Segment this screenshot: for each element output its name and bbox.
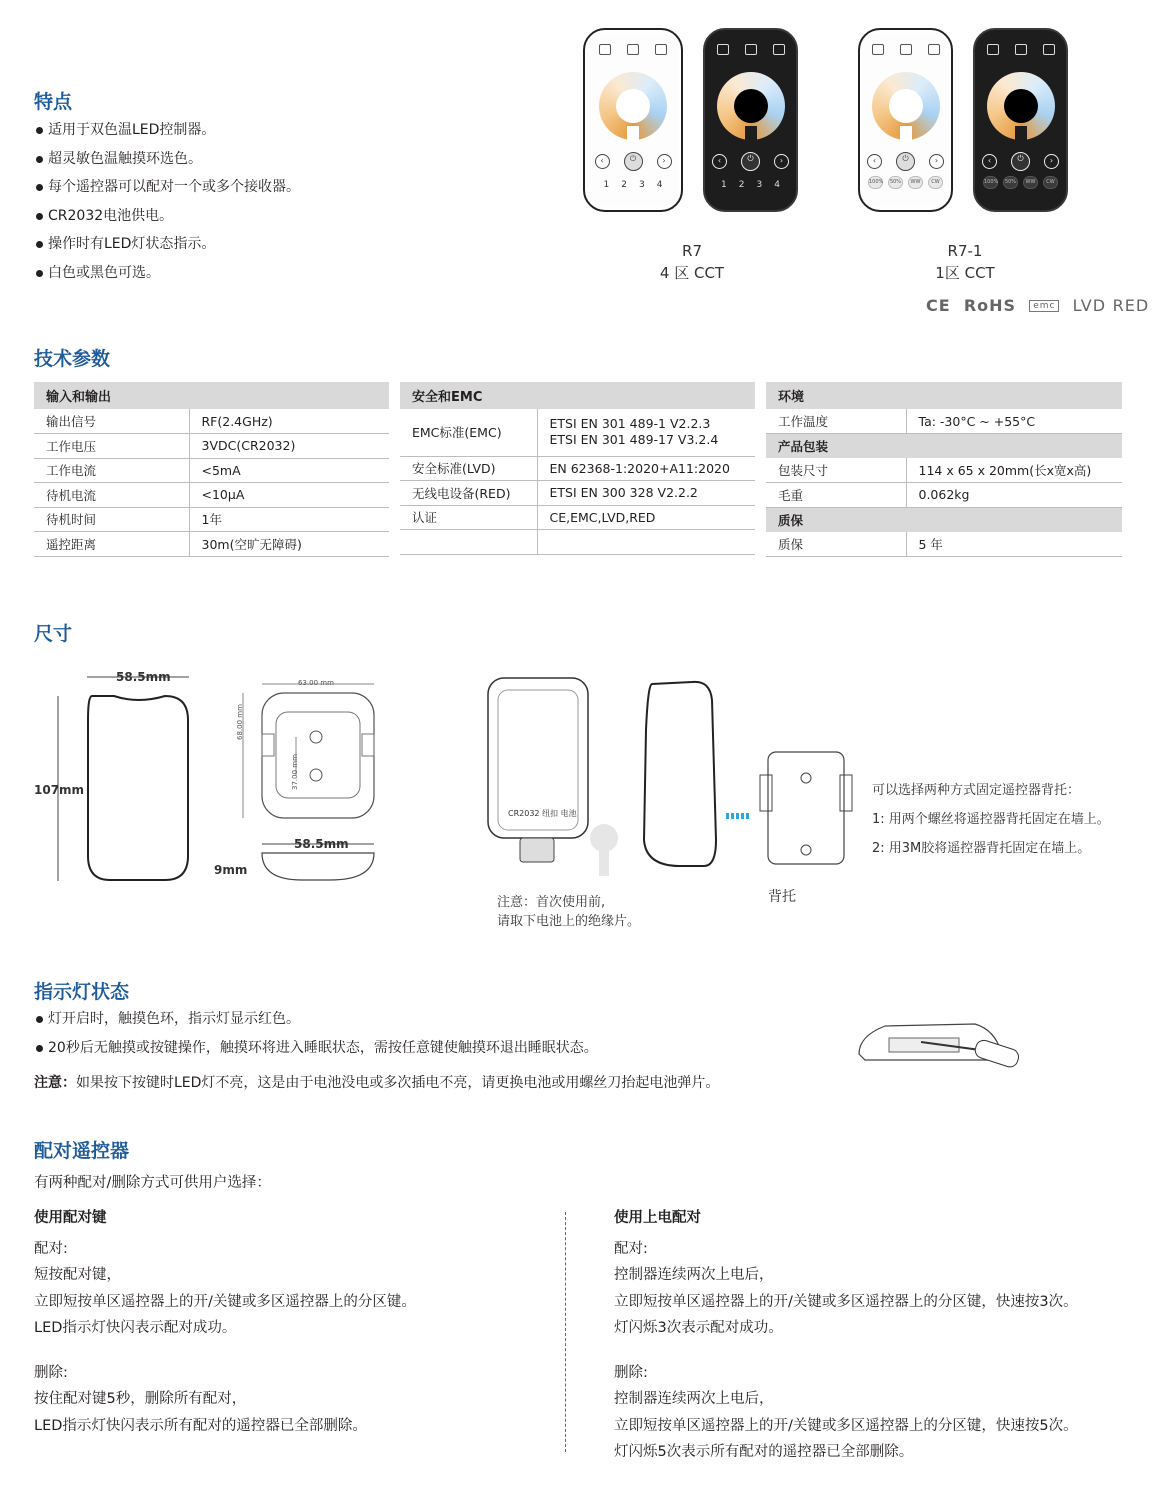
table-row: 质保 5 年 (766, 532, 1122, 557)
dimension-drawing (30, 660, 390, 900)
table-row: 无线电设备(RED) ETSI EN 300 328 V2.2.2 (400, 481, 755, 506)
height-label: 107mm (34, 783, 85, 797)
env-table (766, 382, 1122, 557)
list-item: 操作时有LED灯状态指示。 (34, 230, 300, 259)
r7-black-remote-image: ‹ ⏻ › 1 2 3 4 (703, 28, 798, 212)
table-row: 工作温度 Ta: -30°C ~ +55°C (766, 409, 1122, 434)
battery-label: CR2032 纽扣 电池 (508, 809, 577, 818)
indicator-note (34, 1072, 719, 1092)
table-row: 工作电流 <5mA (34, 458, 389, 483)
bottom-width-label: 58.5mm (294, 837, 349, 851)
list-item: 灯开启时，触摸色环，指示灯显示红色。 (34, 1005, 598, 1034)
screwdriver-illustration (855, 1016, 1025, 1076)
note-text: 如果按下按键时LED灯不亮，这是由于电池没电或多次插电不亮，请更换电池或用螺丝刀抬起电池弹片。 (76, 1075, 720, 1091)
list-item: CR2032电池供电。 (34, 202, 300, 231)
table-row: 输出信号 RF(2.4GHz) (34, 409, 389, 434)
table-row: EMC标准(EMC) ETSI EN 301 489-1 V2.2.3 ETSI EN 301 489-17 V3.2.4 (400, 409, 755, 456)
r71-model: R7-1 (947, 242, 983, 260)
safety-title: 安全和EMC (400, 382, 755, 409)
battery-bracket-illustration (480, 670, 870, 880)
table-row: 认证 CE,EMC,LVD,RED (400, 505, 755, 530)
back-height-label: 68.00 mm (236, 704, 244, 740)
note-label: 注意： (34, 1075, 76, 1091)
table-row: 毛重 0.062kg (766, 483, 1122, 508)
features-heading: 特点 (34, 91, 73, 113)
mount-instructions: 可以选择两种方式固定遥控器背托： 1: 用两个螺丝将遥控器背托固定在墙上。 2: 用3M胶将遥控器背托固定在墙上。 (872, 783, 1110, 856)
red-logo: RED (1112, 296, 1150, 315)
cert-logos (926, 296, 1149, 315)
pack-title: 产品包装 (766, 434, 1122, 459)
table-row: 待机时间 1年 (34, 507, 389, 532)
warranty-title: 质保 (766, 507, 1122, 532)
r7-model: R7 (682, 242, 702, 260)
indicator-heading: 指示灯状态 (34, 981, 130, 1003)
list-item: 超灵敏色温触摸环选色。 (34, 145, 300, 174)
features-list (34, 116, 300, 287)
rohs-logo: RoHS (963, 296, 1017, 315)
table-row: 安全标准(LVD) EN 62368-1:2020+A11:2020 (400, 456, 755, 481)
back-width-label: 63.00 mm (298, 679, 334, 687)
r7-white-remote-image: ‹ ⏻ › 1 2 3 4 (583, 28, 683, 212)
table-row: 遥控距离 30m(空旷无障碍) (34, 532, 389, 557)
emc-logo: emc (1029, 300, 1059, 312)
pairing-left-del-label: 删除: (34, 1364, 68, 1381)
r71-white-remote-image: ‹ ⏻ › 100% 50% WW CW (858, 28, 953, 212)
r7-zone: 4 区 CCT (659, 264, 725, 282)
pairing-right-del-label: 删除: (614, 1364, 648, 1381)
io-title: 输入和输出 (34, 382, 389, 409)
column-divider (565, 1212, 566, 1452)
width-label: 58.5mm (116, 670, 171, 684)
pairing-heading: 配对遥控器 (34, 1140, 130, 1162)
table-row (400, 530, 755, 555)
pairing-intro: 有两种配对/删除方式可供用户选择： (34, 1175, 271, 1191)
list-item: 白色或黑色可选。 (34, 259, 300, 288)
list-item: 适用于双色温LED控制器。 (34, 116, 300, 145)
screw-pitch-label: 37.00 mm (291, 754, 299, 790)
indicator-list (34, 1005, 598, 1062)
r71-caption (905, 240, 1025, 284)
pairing-right-pair-label: 配对: (614, 1240, 648, 1257)
specs-heading: 技术参数 (34, 348, 111, 370)
thickness-label: 9mm (214, 863, 248, 877)
lvd-logo: LVD (1072, 296, 1107, 315)
r71-black-remote-image: ‹ ⏻ › 100% 50% WW CW (973, 28, 1068, 212)
pairing-right-title: 使用上电配对 (614, 1210, 701, 1226)
pairing-left: 使用配对键 配对: 短按配对键， 立即短按单区遥控器上的开/关键或多区遥控器上的分区键。 LED指示灯快闪表示配对成功。 删除: 按住配对键5秒，删除所有配对， LED指示灯快闪表示所有配对的遥控器已全部删除。 (34, 1205, 554, 1439)
dimensions-heading: 尺寸 (34, 623, 73, 645)
r7-caption (632, 240, 752, 284)
table-row: 待机电流 <10μA (34, 483, 389, 508)
list-item: 每个遥控器可以配对一个或多个接收器。 (34, 173, 300, 202)
battery-note: 注意：首次使用前, 请取下电池上的绝缘片。 (497, 895, 641, 929)
r71-zone: 1区 CCT (935, 264, 995, 282)
pairing-left-title: 使用配对键 (34, 1210, 107, 1226)
pairing-right: 使用上电配对 配对: 控制器连续两次上电后， 立即短按单区遥控器上的开/关键或多区遥控器上的分区键，快速按3次。 灯闪烁3次表示配对成功。 删除: 控制器连续两次上电后， 立即短按单区遥控器上的开/关键或多区遥控器上的分区键，快速按5次。 灯闪烁5次表示所有配对的遥控器已全部删除。 (614, 1205, 1154, 1466)
ce-logo: CE (926, 296, 951, 315)
env-title: 环境 (766, 382, 1122, 409)
table-row: 包装尺寸 114 x 65 x 20mm(长x宽x高) (766, 458, 1122, 483)
bracket-label: 背托 (768, 889, 796, 905)
safety-table (400, 382, 755, 555)
pairing-left-pair-label: 配对: (34, 1240, 68, 1257)
table-row: 工作电压 3VDC(CR2032) (34, 434, 389, 459)
io-table (34, 382, 389, 557)
list-item: 20秒后无触摸或按键操作，触摸环将进入睡眠状态，需按任意键使触摸环退出睡眠状态。 (34, 1034, 598, 1063)
